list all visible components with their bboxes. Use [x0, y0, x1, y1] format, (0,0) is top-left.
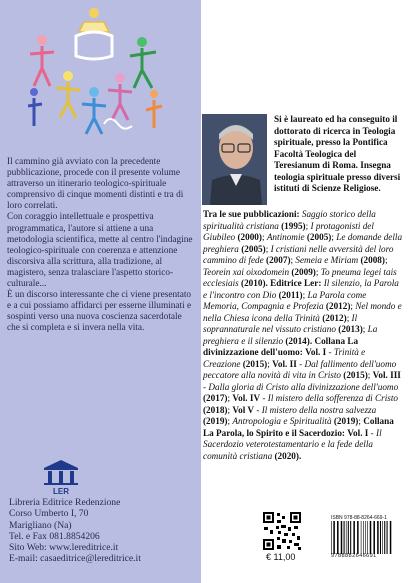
publication-title: Il Sacerdozio veterotestamentario e la fede della comunità cristiana	[203, 427, 382, 461]
summary-paragraph: Con coraggio intellettuale e prospettiva programmatica, l'autore si attiene a una metodologia scientifica, mette al centro l'indagine teologico-spirituale con coerenza e attenzione discorsiva alla scrittura, alla tradizione, al magistero, senza tralasciare l'aspetto storico-culturale...	[7, 212, 193, 290]
publisher-name: Libreria Editrice Redenzione	[9, 497, 121, 508]
publication-year: (2014).	[285, 335, 313, 346]
publication-title: Antinomie	[266, 232, 305, 242]
publication-year: (2005)	[241, 243, 266, 254]
publication-year: (2009)	[291, 266, 316, 277]
publication-year: (2013)	[338, 324, 363, 334]
barcode-digits: 9788882646691	[331, 553, 377, 559]
publisher-info	[9, 497, 199, 565]
volume-number: Vol. I	[305, 347, 327, 357]
publication-year: (2012)	[322, 312, 347, 323]
publication-year: (2015)	[242, 358, 268, 369]
collana-label: Collana La divinizzazione dell'uomo:	[203, 335, 359, 357]
publisher-email: E-mail: casaeditrice@lereditrice.it	[9, 553, 141, 565]
publication-title: Trinità e Creazione	[203, 347, 366, 369]
publisher-website: Sito Web: www.lereditrice.it	[9, 542, 119, 554]
barcode-icon	[329, 521, 395, 554]
qr-code-icon	[262, 511, 302, 551]
dancing-figures-illustration	[14, 6, 174, 142]
publisher-city: Marigliano (Na)	[9, 519, 72, 531]
volume-number: Vol. II	[272, 358, 297, 369]
publication-title: Dalla gloria di Cristo alla divinizzazione dell'uomo	[208, 381, 399, 392]
publication-title: Nel mondo e nella Chiesa icona della Trinità	[203, 301, 402, 323]
publication-title: La preghiera e il silenzio	[203, 324, 378, 346]
publication-year: (2017)	[203, 393, 228, 403]
publication-year: (2020).	[274, 450, 302, 461]
author-photo	[202, 114, 267, 205]
publication-year: (2019)	[203, 416, 228, 426]
publisher-address: Corso Umberto I, 70	[9, 508, 89, 520]
publication-year: (2015)	[343, 370, 368, 380]
publication-year: (2010).	[241, 278, 268, 288]
volume-number: Vol. IV	[232, 393, 261, 403]
publication-title: Semeia e Miriam	[295, 255, 359, 265]
volume-number: Vol V	[232, 404, 255, 415]
publication-title: I cristiani nelle avversità del loro cammino di fede	[203, 243, 394, 265]
publication-year: (2000)	[237, 232, 262, 242]
collana-label: Collana La Parola, lo Spirito e il Sacerdozio:	[203, 416, 394, 438]
author-bio: Si è laureato ed ha conseguito il dottorato di ricerca in Teologia spirituale, presso la Pontifica Facoltà Teologica del Teresianum di Roma. Insegna teologia spirituale presso diversi istituti di Scienze Religiose.	[274, 114, 401, 193]
editrice-label: Editrice Ler:	[270, 278, 322, 288]
summary-paragraph: Il cammino già avviato con la precedente pubblicazione, procede con il presente volume attraverso un itinerario teologico-spirituale comprensivo di cinque momenti distinti e tra di loro correlati.	[7, 157, 184, 212]
isbn-label: ISBN 978-88-8264-669-1	[331, 515, 387, 521]
publication-title: I protagonisti del Giubileo	[203, 220, 374, 242]
publication-title: Il silenzio, la Parola e l'incontro con Dio	[203, 278, 399, 300]
ler-logo-text: LER	[53, 487, 69, 496]
publication-title: Il mistero della sofferenza di Cristo	[267, 393, 399, 403]
summary-paragraph: È un discorso interessante che ci viene presentato e a cui possiamo affidarci per esserne illuminati e sospinti verso una nuova coscienza sacerdotale che si completa e si invera nella vita.	[7, 290, 192, 334]
price-label: € 11,00	[266, 552, 296, 562]
publication-year: (2012)	[325, 301, 351, 311]
bibliography: Tra le sue pubblicazioni: Saggio storico della spiritualità cristiana (1995); I protagonisti del Giubileo (2000); Antinomie (2005); Le domande della preghiera (2005); I cristiani nelle avversità del loro cammino di fede (2007); Semeia e Miriam (2008); Teorein xai oixodomein (2009); To pneuma legei tais ecclesiais (2010). Editrice Ler: Il silenzio, la Parola e l'incontro con Dio (2011); La Parola come Memoria, Compagnia e Profezia (2012); Nel mondo e nella Chiesa icona della Trinità (2012); Il soprannaturale nel vissuto cristiano (2013); La preghiera e il silenzio (2014). Collana La divinizzazione dell'uomo: Vol. I - Trinità e Creazione (2015); Vol. II - Dal fallimento dell'uomo peccatore alla novità di vita in Cristo (2015); Vol. III - Dalla gloria di Cristo alla divinizzazione dell'uomo (2017); Vol. IV - Il mistero della sofferenza di Cristo (2018); Vol V - Il mistero della nostra salvezza (2019); Antropologia e Spiritualità (2019); Collana La Parola, lo Spirito e il Sacerdozio: Vol. I - Il Sacerdozio veterotestamentario e la fede della comunità cristiana (2020).	[203, 209, 403, 461]
volume-number: Vol. III	[372, 370, 401, 380]
publication-year: (2008)	[360, 255, 385, 265]
publication-title: Il soprannaturale nel vissuto cristiano	[203, 312, 358, 334]
publication-year: (1995)	[281, 220, 306, 231]
left-panel	[0, 0, 201, 583]
publication-title: Antropologia e Spiritualità	[232, 416, 332, 426]
summary-text	[7, 157, 193, 335]
publication-title: Il mistero della nostra salvezza	[261, 404, 377, 415]
publication-year: (2005)	[306, 232, 332, 242]
ler-logo-icon	[40, 458, 82, 496]
publication-title: Dal fallimento dell'uomo peccatore alla novità di vita in Cristo	[203, 358, 397, 380]
publication-title: Saggio storico della spiritualità cristiana	[203, 209, 376, 231]
publisher-phone: Tel. e Fax 081.8854206	[9, 530, 100, 542]
publication-year: (2019)	[333, 416, 359, 426]
publication-year: (2011)	[278, 289, 303, 300]
publication-year: (2007)	[266, 255, 291, 265]
publication-title: La Parola come Memoria, Compagnia e Profezia	[203, 289, 367, 311]
publication-title: Teorein xai oixodomein	[203, 266, 290, 277]
bibliography-intro: Tra le sue pubblicazioni:	[203, 209, 300, 219]
volume-number: Vol. I	[347, 427, 369, 438]
publication-year: (2018)	[203, 404, 228, 415]
publication-title: Le domande della preghiera	[203, 232, 403, 254]
publication-title: To pneuma legei tais ecclesiais	[203, 266, 397, 288]
